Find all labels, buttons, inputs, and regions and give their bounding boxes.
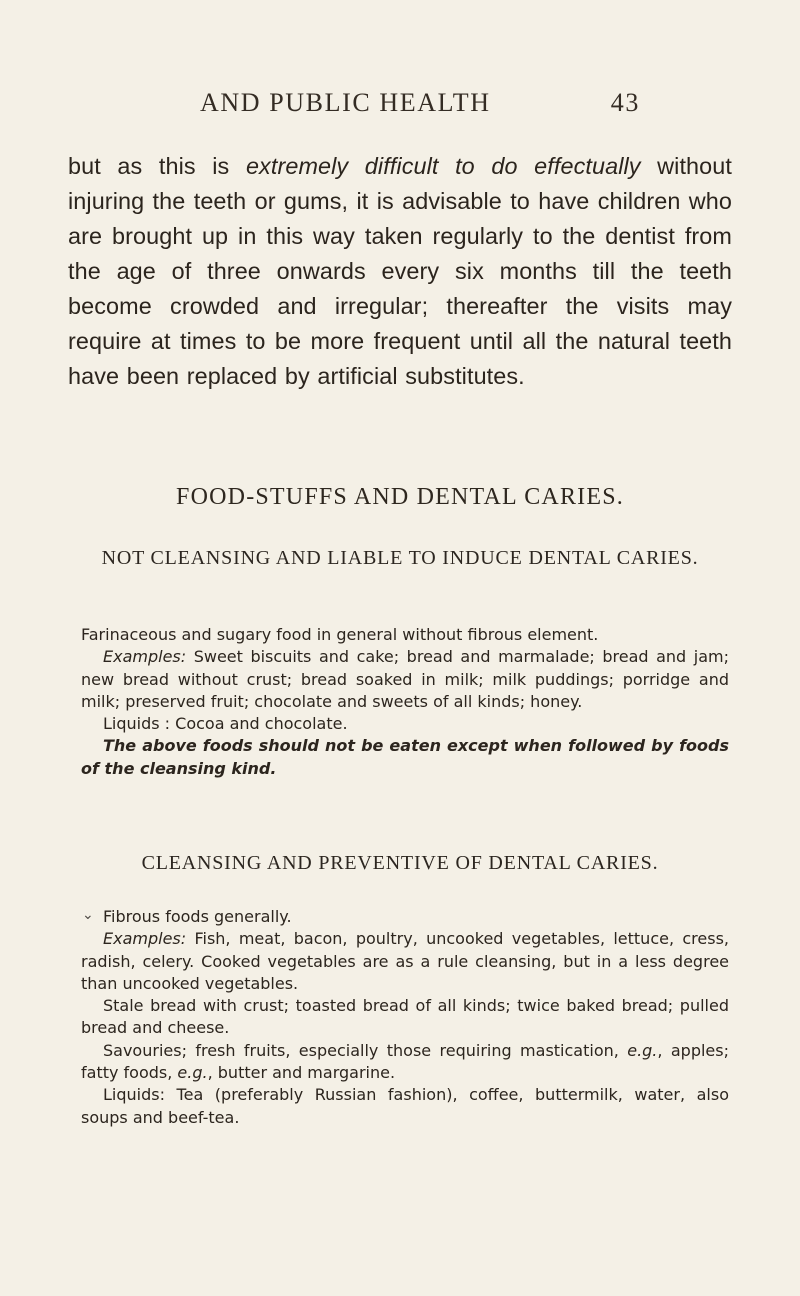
intro-paragraph (68, 149, 732, 394)
savouries-part-three: , butter and margarine. (207, 1063, 396, 1083)
not-cleansing-block (81, 624, 729, 780)
cleansing-examples-text: Fish, meat, bacon, poultry, uncooked vegetables, lettuce, cress, radish, celery. Cooked vegetables are as a rule cleansing, but in a less degree than uncooked vegetables. (81, 929, 729, 993)
cleansing-title: CLEANSING AND PREVENTIVE OF DENTAL CARIES. (141, 852, 659, 874)
eg-two: e.g. (177, 1063, 208, 1083)
section-title: FOOD-STUFFS AND DENTAL CARIES. (176, 484, 624, 510)
cleansing-examples (81, 928, 729, 995)
running-title: AND PUBLIC HEALTH (200, 88, 491, 117)
not-cleansing-liquids: Liquids : Cocoa and chocolate. (103, 714, 348, 734)
page-number: 43 (610, 88, 640, 117)
eg-one: e.g. (627, 1040, 658, 1060)
not-cleansing-examples-text: Sweet biscuits and cake; bread and marmalade; bread and jam; new bread without crust; bread soaked in milk; milk puddings; porridge and milk; preserved fruit; chocolate and sweets of all kinds; honey. (81, 647, 729, 711)
running-header (200, 88, 640, 128)
savouries-part-one: Savouries; fresh fruits, especially those requiring mastication, (103, 1040, 628, 1060)
not-cleansing-examples-label: Examples: (103, 647, 187, 667)
not-cleansing-warning: The above foods should not be eaten except when followed by foods of the cleansing kind. (81, 736, 729, 778)
margin-check-mark: ⌄ (82, 907, 94, 923)
cleansing-examples-label: Examples: (103, 929, 187, 949)
cleansing-stale-bread: Stale bread with crust; toasted bread of all kinds; twice baked bread; pulled bread and cheese. (81, 996, 729, 1038)
cleansing-savouries (81, 1040, 729, 1085)
intro-after: without injuring the teeth or gums, it is advisable to have children who are brought up in this way taken regularly to the dentist from the age of three onwards every six months till the teeth become crowded and irregular; thereafter the visits may require at times to be more frequent until all the natural teeth have been replaced by artificial substitutes. (68, 153, 732, 389)
cleansing-intro: Fibrous foods generally. (103, 907, 292, 926)
not-cleansing-examples (81, 646, 729, 713)
cleansing-block (81, 906, 729, 1129)
intro-emphasis: extremely difficult to do effectually (245, 153, 641, 179)
not-cleansing-intro: Farinaceous and sugary food in general without fibrous element. (81, 625, 599, 644)
intro-before: but as this is (68, 153, 246, 179)
cleansing-liquids: Liquids: Tea (preferably Russian fashion), coffee, buttermilk, water, also soups and beef-tea. (81, 1085, 729, 1127)
savouries-part-two: , apples; fatty foods, (81, 1040, 729, 1083)
not-cleansing-title: NOT CLEANSING AND LIABLE TO INDUCE DENTAL CARIES. (101, 547, 699, 569)
